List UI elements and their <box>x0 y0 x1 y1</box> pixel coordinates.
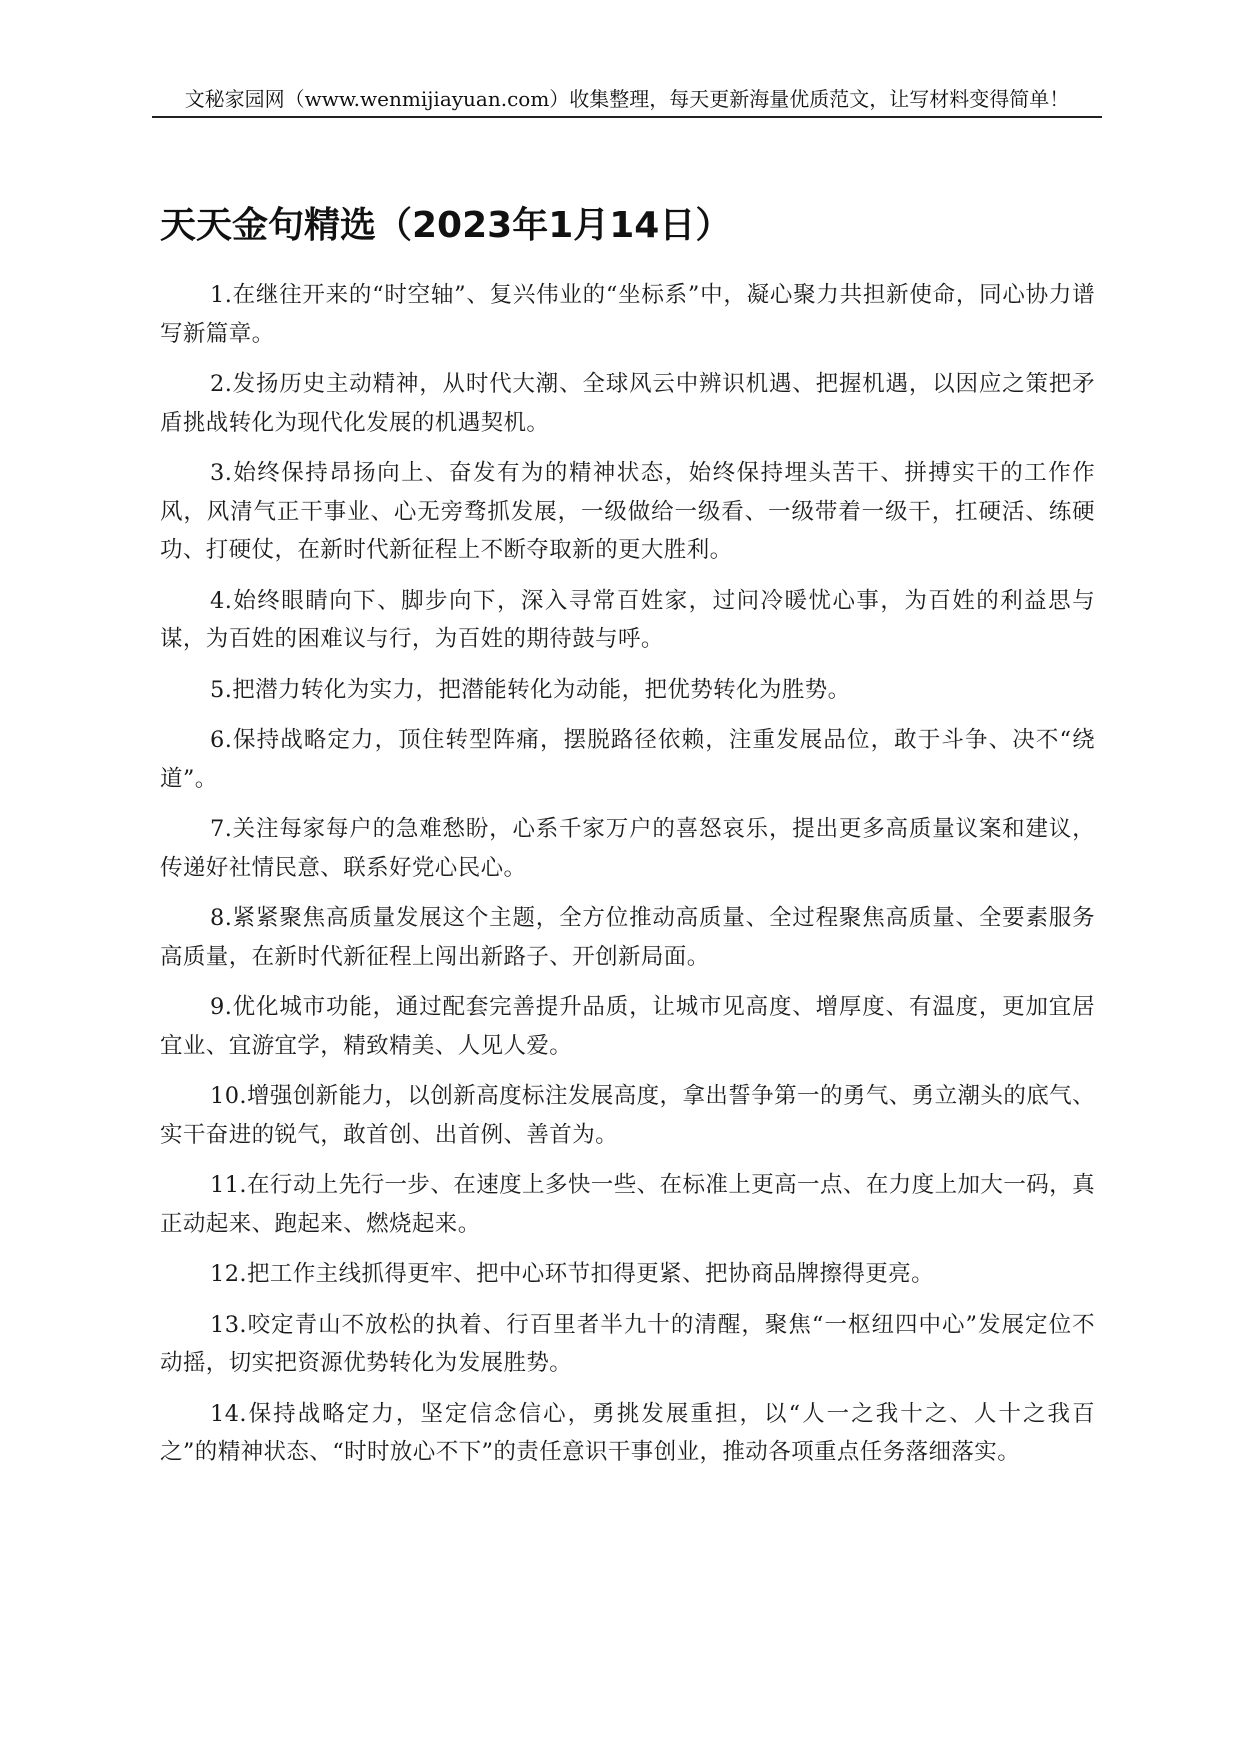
quote-item: 5.把潜力转化为实力，把潜能转化为动能，把优势转化为胜势。 <box>210 676 851 703</box>
quote-item: 8.紧紧聚焦高质量发展这个主题，全方位推动高质量、全过程聚焦高质量、全要素服务高质量，在新时代新征程上闯出新路子、开创新局面。 <box>160 905 1095 970</box>
quote-item: 7.关注每家每户的急难愁盼，心系千家万户的喜怒哀乐，提出更多高质量议案和建议，传递好社情民意、联系好党心民心。 <box>160 816 1095 881</box>
quote-item: 3.始终保持昂扬向上、奋发有为的精神状态，始终保持埋头苦干、拼搏实干的工作作风，风清气正干事业、心无旁骛抓发展，一级做给一级看、一级带着一级干，扛硬活、练硬功、打硬仗，在新时代新征程上不断夺取新的更大胜利。 <box>160 460 1095 563</box>
quote-item: 6.保持战略定力，顶住转型阵痛，摆脱路径依赖，注重发展品位，敢于斗争、决不“绕道”。 <box>160 727 1095 792</box>
page-header: 文秘家园网（www.wenmijiayuan.com）收集整理，每天更新海量优质范文，让写材料变得简单！ <box>152 84 1102 118</box>
quote-item: 13.咬定青山不放松的执着、行百里者半九十的清醒，聚焦“一枢纽四中心”发展定位不动摇，切实把资源优势转化为发展胜势。 <box>160 1311 1095 1376</box>
document-title: 天天金句精选（2023年1月14日） <box>160 205 732 246</box>
quote-item: 9.优化城市功能，通过配套完善提升品质，让城市见高度、增厚度、有温度，更加宜居宜业、宜游宜学，精致精美、人见人爱。 <box>160 994 1095 1059</box>
quote-list <box>160 276 1095 1484</box>
quote-item: 1.在继往开来的“时空轴”、复兴伟业的“坐标系”中，凝心聚力共担新使命，同心协力谱写新篇章。 <box>160 282 1095 347</box>
quote-item: 2.发扬历史主动精神，从时代大潮、全球风云中辨识机遇、把握机遇，以因应之策把矛盾挑战转化为现代化发展的机遇契机。 <box>160 371 1095 436</box>
quote-item: 11.在行动上先行一步、在速度上多快一些、在标准上更高一点、在力度上加大一码，真正动起来、跑起来、燃烧起来。 <box>160 1172 1095 1237</box>
quote-item: 12.把工作主线抓得更牢、把中心环节扣得更紧、把协商品牌擦得更亮。 <box>210 1261 934 1287</box>
quote-item: 14.保持战略定力，坚定信念信心，勇挑发展重担，以“人一之我十之、人十之我百之”的精神状态、“时时放心不下”的责任意识干事创业，推动各项重点任务落细落实。 <box>160 1400 1095 1465</box>
quote-item: 10.增强创新能力，以创新高度标注发展高度，拿出誓争第一的勇气、勇立潮头的底气、实干奋进的锐气，敢首创、出首例、善首为。 <box>160 1083 1095 1148</box>
quote-item: 4.始终眼睛向下、脚步向下，深入寻常百姓家，过问冷暖忧心事，为百姓的利益思与谋，为百姓的困难议与行，为百姓的期待鼓与呼。 <box>160 587 1095 652</box>
